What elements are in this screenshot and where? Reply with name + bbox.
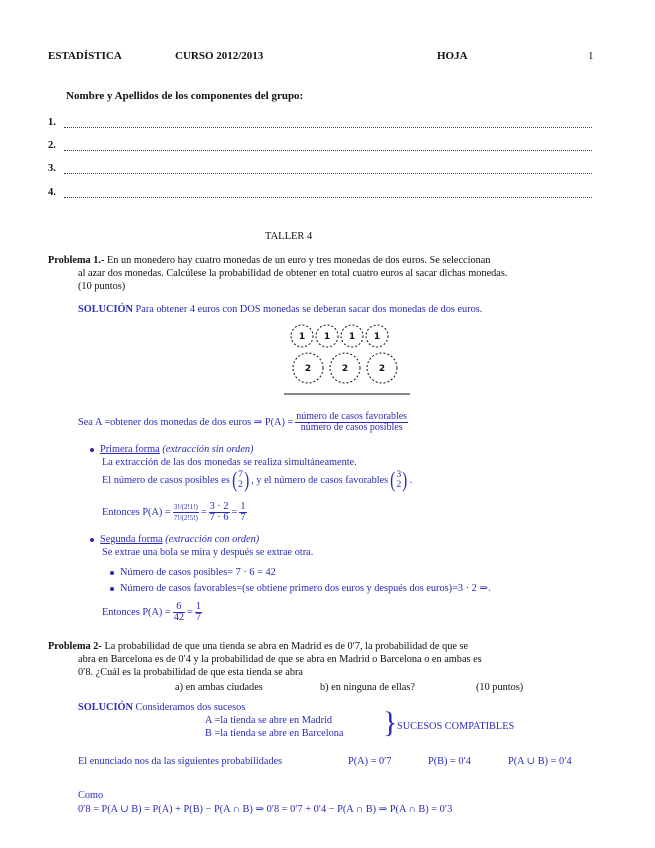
page-number: 1	[588, 50, 594, 62]
frac-denominator: número de casos posibles	[300, 422, 403, 433]
binom-top: 7	[238, 470, 243, 480]
one-euro-coin	[341, 325, 363, 347]
bullet-text: Número de casos favorables=(se obtiene primero dos euros y después dos euros)=3 · 2 ⇒.	[120, 583, 491, 594]
two-euro-coin	[293, 353, 323, 383]
line-number: 4.	[48, 187, 56, 198]
bullet-text: Número de casos posibles= 7 · 6 = 42	[120, 567, 276, 578]
group-title: Nombre y Apellidos de los componentes del grupo:	[66, 90, 304, 102]
first-way-line-1: La extracción de las dos monedas se realiza simultáneamente.	[102, 457, 357, 468]
svg-text:1: 1	[348, 332, 356, 342]
svg-text:1: 1	[373, 332, 381, 342]
line-number: 2.	[48, 140, 56, 151]
f2-num: 3 · 2	[209, 500, 229, 512]
second-way-sub: (extracción con orden)	[165, 534, 260, 545]
name-line-2[interactable]	[0, 140, 655, 154]
first-way-result: Entonces P(A) = $\frac{3!/(2!1!)}{7!/(2!5!)}$ = $\frac{3 \cdot 2}{7 \cdot 6}$ = $\frac{1}{7}$	[102, 500, 246, 523]
f3-num: 1	[240, 500, 246, 512]
final-equation: 0′8 = P(A ∪ B) = P(A) + P(B) − P(A ∩ B) ⇒ 0′8 = 0′7 + 0′4 − P(A ∩ B) ⇒ P(A ∩ B) = 0′3	[78, 804, 453, 815]
svg-text:2: 2	[341, 364, 349, 374]
binom-7-2: ( 7 2 )	[231, 467, 250, 492]
one-euro-coin	[316, 325, 338, 347]
como-label: Como	[78, 790, 104, 801]
one-euro-coin	[366, 325, 388, 347]
option-b: b) en ninguna de ellas?	[320, 682, 415, 693]
problem-1-line-1	[48, 254, 490, 267]
brace: }	[383, 706, 398, 739]
binom-top: 3	[396, 470, 402, 480]
svg-text:2: 2	[304, 364, 312, 374]
binom-3-2: ( 3 2 )	[390, 467, 408, 492]
problem-2-line-2: abra en Barcelona es de 0′4 y la probabilidad de que se abra en Madrid o Barcelona o en ambas es	[78, 654, 482, 665]
svg-text:1: 1	[298, 332, 306, 342]
second-way-label: Segunda forma	[100, 534, 163, 545]
first-way-line-2: El número de casos posibles es ( 7 2 ) , y el número de casos favorables ( 3 2 ) .	[102, 467, 413, 492]
problem-2-text: La probabilidad de que una tienda se abra en Madrid es de 0′7, la probabilidad de que se	[104, 641, 469, 652]
binom-bottom: 2	[396, 480, 402, 490]
solution-text: Para obtener 4 euros con DOS monedas se deberan sacar dos monedas de dos euros.	[135, 304, 483, 315]
event-b: B =la tienda se abre en Barcelona	[205, 728, 344, 739]
svg-text:2: 2	[378, 364, 386, 374]
binom-bottom: 2	[238, 480, 243, 490]
list-item	[110, 582, 491, 595]
second-way-title	[90, 533, 259, 546]
line-number: 1.	[48, 117, 56, 128]
prob-a-union-b: P(A ∪ B) = 0′4	[508, 756, 572, 767]
given-probabilities: El enunciado nos da las siguientes probabilidades	[78, 756, 283, 767]
solution-text: Consideramos dos sucesos	[135, 702, 246, 713]
coins-diagram	[282, 318, 412, 398]
first-way-title	[90, 443, 253, 456]
option-a: a) en ambas ciudades	[175, 682, 263, 693]
solution-1	[78, 303, 482, 316]
problem-1-line-2: al azar dos monedas. Calcúlese la probabilidad de obtener en total cuatro euros al sacar dichas monedas.	[78, 268, 508, 279]
svg-text:1: 1	[323, 332, 331, 342]
first-way-text-b: , y el número de casos favorables	[251, 474, 389, 486]
problem-1-text: En un monedero hay cuatro monedas de un euro y tres monedas de dos euros. Se seleccionan	[107, 255, 491, 266]
line-number: 3.	[48, 163, 56, 174]
sea-a-text: Sea A =obtener dos monedas de dos euros ⇒ P(A) =	[78, 417, 294, 428]
f2-den: 7 · 6	[209, 511, 229, 523]
solution-2	[78, 701, 245, 714]
g2-num: 1	[195, 600, 201, 612]
course-header: CURSO 2012/2013	[175, 50, 264, 62]
subject-header: ESTADÍSTICA	[48, 50, 122, 62]
event-a: A =la tienda se abre en Madrid	[205, 715, 333, 726]
second-way-result: Entonces P(A) = $\frac{6}{42}$ = $\frac{1}{7}$	[102, 600, 201, 623]
sheet-header: HOJA	[437, 50, 468, 62]
problem-2-points: (10 puntos)	[476, 682, 524, 693]
problem-1-label: Problema 1.-	[48, 255, 105, 266]
sea-a-line	[78, 412, 410, 433]
solution-label: SOLUCIÓN	[78, 304, 133, 315]
entonces-label: Entonces P(A) =	[102, 506, 171, 518]
one-euro-coin	[291, 325, 313, 347]
prob-a: P(A) = 0′7	[348, 756, 392, 767]
f1-den: 7!/(2!5!)	[173, 513, 198, 522]
problem-2-line-3: 0′8. ¿Cuál es la probabilidad de que esta tienda se abra	[78, 667, 303, 678]
entonces-label: Entonces P(A) =	[102, 606, 171, 618]
first-way-label: Primera forma	[100, 444, 160, 455]
name-line-1[interactable]	[0, 117, 655, 131]
frac-numerator: número de casos favorables	[296, 411, 408, 422]
f1-num: 3!/(2!1!)	[173, 502, 198, 511]
two-euro-coin	[330, 353, 360, 383]
second-way-line-1: Se extrae una bola se mira y después se extrae otra.	[102, 547, 314, 558]
problem-2-line-1	[48, 640, 468, 653]
problem-2-label: Problema 2-	[48, 641, 102, 652]
f3-den: 7	[240, 511, 246, 523]
problem-1-line-3: (10 puntos)	[78, 281, 126, 292]
g1-den: 42	[173, 611, 185, 623]
prob-b: P(B) = 0′4	[428, 756, 471, 767]
first-way-text-a: El número de casos posibles es	[102, 474, 230, 486]
two-euro-coin	[367, 353, 397, 383]
taller-title: TALLER 4	[265, 231, 313, 242]
g1-num: 6	[173, 602, 185, 613]
name-line-4[interactable]	[0, 187, 655, 201]
list-item	[110, 566, 276, 579]
name-line-3[interactable]	[0, 163, 655, 177]
g2-den: 7	[195, 611, 201, 623]
solution-label: SOLUCIÓN	[78, 702, 133, 713]
first-way-sub: (extracción sin orden)	[162, 444, 254, 455]
compatible-events: SUCESOS COMPATIBLES	[397, 721, 515, 732]
